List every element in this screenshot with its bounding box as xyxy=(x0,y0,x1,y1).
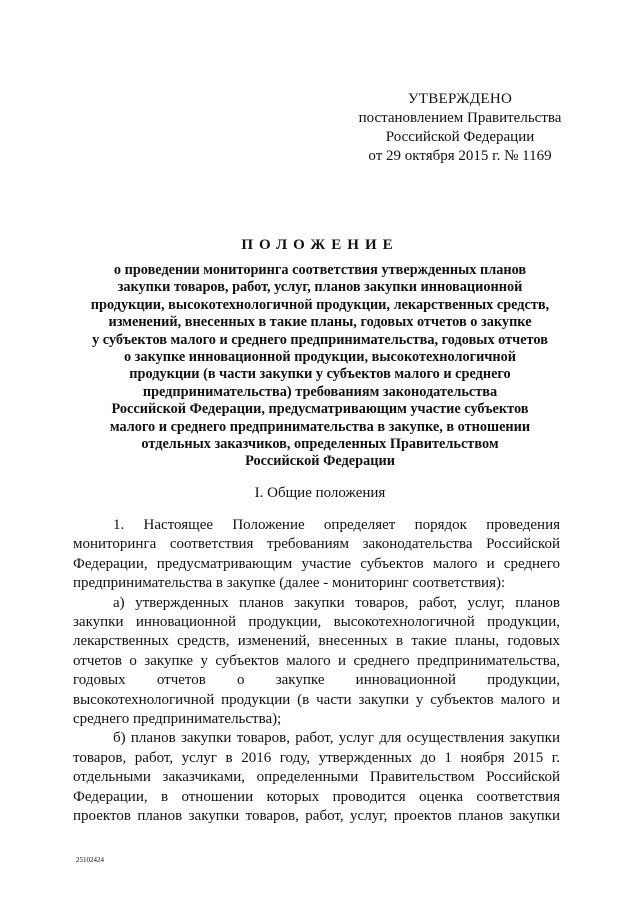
approval-stamp: УТВЕРЖДЕНО xyxy=(407,91,513,107)
approval-block xyxy=(330,90,590,166)
subtitle-line: продукции, высокотехнологичной продукции, лекарственных средств, xyxy=(90,296,550,313)
paragraph-line: проектов планов закупки товаров, работ, услуг, проектов планов закупки xyxy=(73,808,560,825)
paragraph-1 xyxy=(73,516,560,594)
approval-line: Российской Федерации xyxy=(385,129,535,145)
subtitle-line: Российской Федерации, предусматривающим участие субъектов xyxy=(111,401,529,418)
paragraph-line: отдельными заказчиками, определенными Правительством Российской xyxy=(73,769,560,786)
paragraph-a xyxy=(73,594,560,730)
subtitle-line: малого и среднего предпринимательства в закупке, в отношении xyxy=(109,418,531,435)
document-title: ПОЛОЖЕНИЕ xyxy=(241,237,399,253)
paragraph-line: среднего предпринимательства); xyxy=(73,711,282,728)
paragraph-line: годовых отчетов о закупке инновационной продукции, xyxy=(73,672,560,689)
paragraph-line: Федерации, в отношении которых проводится оценка соответствия xyxy=(73,788,560,805)
subtitle-line: отдельных заказчиков, определенных Правительством xyxy=(141,436,499,453)
document-subtitle xyxy=(60,262,580,471)
paragraph-line: мониторинга соответствия требованиям законодательства Российской xyxy=(73,536,560,553)
subtitle-line: у субъектов малого и среднего предпринимательства, годовых отчетов xyxy=(92,331,548,348)
document-body xyxy=(73,516,560,827)
paragraph-line: высокотехнологичной продукции (в части закупки у субъектов малого и xyxy=(73,691,560,708)
subtitle-line: продукции (в части закупки у субъектов малого и среднего xyxy=(129,366,511,383)
subtitle-line: Российской Федерации xyxy=(245,453,395,470)
paragraph-line: а) утвержденных планов закупки товаров, работ, услуг, планов xyxy=(113,594,560,611)
subtitle-line: о закупке инновационной продукции, высокотехнологичной xyxy=(123,349,517,366)
paragraph-line: Федерации, предусматривающим участие субъектов малого и среднего xyxy=(73,555,560,572)
subtitle-line: о проведении мониторинга соответствия утвержденных планов xyxy=(113,262,527,278)
subtitle-line: закупки товаров, работ, услуг, планов закупки инновационной xyxy=(117,279,523,296)
paragraph-line: закупки инновационной продукции, высокотехнологичной продукции, xyxy=(73,614,560,631)
subtitle-line: изменений, внесенных в такие планы, годовых отчетов о закупке xyxy=(108,314,532,331)
document-code: 25102424 xyxy=(76,856,104,864)
paragraph-b xyxy=(73,729,560,826)
approval-line: постановлением Правительства xyxy=(358,110,562,126)
subtitle-line: предпринимательства) требованиям законодательства xyxy=(142,383,498,400)
paragraph-line: товаров, работ, услуг в 2016 году, утвержденных до 1 ноября 2015 г. xyxy=(73,749,560,766)
paragraph-line: отчетов о закупке у субъектов малого и среднего предпринимательства, xyxy=(73,652,560,669)
paragraph-line: лекарственных средств, изменений, внесенных в такие планы, годовых xyxy=(73,633,560,650)
section-heading: I. Общие положения xyxy=(254,485,386,501)
paragraph-line: 1. Настоящее Положение определяет порядок проведения xyxy=(113,517,560,533)
approval-line: от 29 октября 2015 г. № 1169 xyxy=(368,148,552,164)
paragraph-line: предпринимательства в закупке (далее - мониторинг соответствия): xyxy=(73,575,506,592)
paragraph-line: б) планов закупки товаров, работ, услуг для осуществления закупки xyxy=(113,730,560,747)
